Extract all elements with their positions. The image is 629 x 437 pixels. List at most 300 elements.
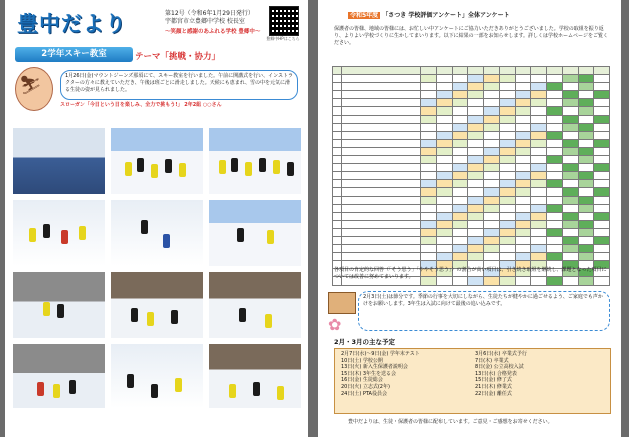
table-cell: [342, 156, 421, 164]
table-cell: [578, 67, 594, 75]
table-cell: [421, 196, 437, 204]
table-cell: [547, 67, 563, 75]
table-cell: [578, 107, 594, 115]
schedule-box: [334, 348, 611, 414]
table-cell: [468, 115, 484, 123]
table-cell: [468, 196, 484, 204]
table-cell: [484, 107, 500, 115]
photo-students-group: [111, 128, 203, 194]
table-cell: [452, 67, 468, 75]
table-cell: [499, 123, 515, 131]
table-cell: [333, 245, 342, 253]
table-cell: [468, 139, 484, 147]
table-row: [333, 115, 610, 123]
schedule-item: 13日(火) 新入生保護者説明会: [341, 364, 408, 371]
schedule-item: 10日(土) 学校公開: [341, 357, 383, 364]
table-cell: [468, 147, 484, 155]
table-cell: [436, 139, 452, 147]
table-cell: [452, 164, 468, 172]
table-row: [333, 245, 610, 253]
table-cell: [562, 156, 578, 164]
table-cell: [594, 204, 610, 212]
table-cell: [562, 107, 578, 115]
table-cell: [515, 164, 531, 172]
table-cell: [452, 253, 468, 261]
table-cell: [562, 188, 578, 196]
table-cell: [484, 115, 500, 123]
table-cell: [531, 196, 547, 204]
table-cell: [547, 204, 563, 212]
table-cell: [562, 147, 578, 155]
table-cell: [562, 172, 578, 180]
table-cell: [342, 228, 421, 236]
table-cell: [531, 147, 547, 155]
table-cell: [436, 91, 452, 99]
table-cell: [468, 75, 484, 83]
photo-lift-station: [13, 344, 105, 408]
table-row: [333, 196, 610, 204]
table-cell: [499, 196, 515, 204]
table-cell: [547, 164, 563, 172]
table-row: [333, 156, 610, 164]
table-cell: [484, 83, 500, 91]
table-cell: [547, 196, 563, 204]
table-cell: [484, 204, 500, 212]
table-cell: [594, 228, 610, 236]
table-cell: [342, 245, 421, 253]
table-cell: [547, 220, 563, 228]
table-cell: [562, 99, 578, 107]
table-cell: [594, 212, 610, 220]
table-cell: [333, 196, 342, 204]
table-cell: [515, 75, 531, 83]
table-row: [333, 75, 610, 83]
schedule-item: 20日(火) 立志式(2年): [341, 383, 390, 390]
table-cell: [562, 180, 578, 188]
table-cell: [421, 131, 437, 139]
table-cell: [452, 188, 468, 196]
schedule-left-column: [341, 351, 471, 397]
table-cell: [531, 188, 547, 196]
table-cell: [594, 91, 610, 99]
table-cell: [515, 91, 531, 99]
table-cell: [333, 91, 342, 99]
table-cell: [484, 196, 500, 204]
table-cell: [515, 172, 531, 180]
table-cell: [594, 253, 610, 261]
table-cell: [547, 245, 563, 253]
table-cell: [333, 75, 342, 83]
table-cell: [594, 147, 610, 155]
school-motto: 〜笑顔と感謝のあふれる学校 豊郷中〜: [165, 29, 261, 35]
table-cell: [484, 180, 500, 188]
table-cell: [515, 236, 531, 244]
table-cell: [421, 164, 437, 172]
table-cell: [499, 236, 515, 244]
table-cell: [342, 91, 421, 99]
photo-students-line: [209, 128, 301, 194]
table-row: [333, 131, 610, 139]
table-cell: [484, 228, 500, 236]
table-cell: [484, 188, 500, 196]
survey-paragraph: 保護者の皆様、地域の皆様には、お忙しい中アンケートにご協力いただきありがとうございました。学校の取組を振り返り、よりよい学校づくりに生かしてまいります。以下に結果の一部をお知らせします。詳しくは学校ホームページをご覧ください。: [334, 26, 608, 47]
table-cell: [436, 107, 452, 115]
table-cell: [578, 220, 594, 228]
schedule-item: 3月6日(水) 卒業式予行: [475, 351, 527, 357]
table-cell: [578, 147, 594, 155]
table-cell: [436, 212, 452, 220]
table-cell: [547, 91, 563, 99]
table-cell: [342, 188, 421, 196]
table-cell: [333, 83, 342, 91]
table-cell: [484, 164, 500, 172]
table-cell: [421, 123, 437, 131]
table-row: [333, 220, 610, 228]
table-cell: [547, 172, 563, 180]
table-cell: [421, 91, 437, 99]
table-cell: [594, 115, 610, 123]
table-cell: [594, 83, 610, 91]
table-cell: [342, 99, 421, 107]
table-cell: [547, 99, 563, 107]
survey-note: 各項目の肯定的な回答（「そう思う」「ややそう思う」）の割合が高い項目は、引き続き取組を継続し、課題となった項目については改善に努めてまいります。: [334, 267, 607, 281]
table-cell: [594, 139, 610, 147]
table-cell: [421, 228, 437, 236]
table-cell: [436, 220, 452, 228]
table-cell: [421, 172, 437, 180]
table-row: [333, 91, 610, 99]
table-cell: [436, 204, 452, 212]
table-cell: [499, 115, 515, 123]
table-cell: [562, 164, 578, 172]
table-cell: [531, 245, 547, 253]
table-cell: [468, 123, 484, 131]
table-cell: [333, 139, 342, 147]
table-cell: [578, 204, 594, 212]
table-cell: [578, 253, 594, 261]
table-cell: [452, 236, 468, 244]
table-cell: [515, 131, 531, 139]
table-cell: [499, 204, 515, 212]
table-cell: [436, 245, 452, 253]
table-cell: [515, 139, 531, 147]
table-row: [333, 253, 610, 261]
table-cell: [562, 67, 578, 75]
table-cell: [499, 180, 515, 188]
table-cell: [468, 99, 484, 107]
table-row: [333, 99, 610, 107]
photo-skiing-run: [111, 344, 203, 408]
table-cell: [594, 180, 610, 188]
table-cell: [452, 156, 468, 164]
table-cell: [499, 139, 515, 147]
table-cell: [531, 164, 547, 172]
table-cell: [342, 212, 421, 220]
table-cell: [421, 180, 437, 188]
table-row: [333, 83, 610, 91]
table-cell: [547, 228, 563, 236]
table-cell: [578, 164, 594, 172]
table-cell: [436, 236, 452, 244]
table-cell: [578, 115, 594, 123]
schedule-item: 8日(金) 公立高校入試: [475, 364, 524, 371]
survey-title-text: 「さつき 学校評価アンケート」全体アンケート: [382, 12, 510, 19]
table-cell: [499, 220, 515, 228]
table-cell: [499, 107, 515, 115]
table-cell: [578, 228, 594, 236]
table-cell: [452, 245, 468, 253]
table-cell: [562, 212, 578, 220]
table-cell: [436, 253, 452, 261]
table-cell: [421, 220, 437, 228]
table-cell: [499, 75, 515, 83]
table-cell: [515, 99, 531, 107]
seasonal-message: 2月3日(土)は節分です。季節の行事を大切にしながら、生徒たちが健やかに過ごせるよう、ご家庭でも声かけをお願いします。3年生は入試に向けて最後の追い込みです。: [358, 291, 610, 331]
table-cell: [547, 188, 563, 196]
table-cell: [594, 123, 610, 131]
table-cell: [421, 107, 437, 115]
table-cell: [468, 156, 484, 164]
table-cell: [452, 75, 468, 83]
table-cell: [578, 91, 594, 99]
photo-closing: [209, 344, 301, 408]
table-cell: [452, 212, 468, 220]
table-cell: [468, 131, 484, 139]
table-cell: [594, 188, 610, 196]
table-cell: [452, 91, 468, 99]
table-cell: [562, 253, 578, 261]
left-page: [5, 0, 308, 437]
table-cell: [531, 204, 547, 212]
table-cell: [594, 131, 610, 139]
photo-skiing-slope: [209, 272, 301, 338]
table-cell: [484, 220, 500, 228]
table-cell: [515, 188, 531, 196]
table-cell: [578, 156, 594, 164]
table-cell: [452, 220, 468, 228]
table-cell: [333, 107, 342, 115]
table-cell: [499, 228, 515, 236]
table-cell: [468, 172, 484, 180]
table-row: [333, 107, 610, 115]
table-header-row: [333, 67, 610, 75]
table-cell: [421, 67, 437, 75]
table-cell: [547, 156, 563, 164]
table-cell: [499, 147, 515, 155]
table-cell: [562, 139, 578, 147]
table-cell: [562, 228, 578, 236]
table-row: [333, 123, 610, 131]
table-cell: [499, 172, 515, 180]
intro-slogan: スローガン「今日という日を楽しみ、全力で挑もう!」 2年2組 ○○さん: [60, 102, 222, 108]
table-cell: [484, 245, 500, 253]
table-cell: [452, 196, 468, 204]
table-cell: [594, 99, 610, 107]
table-cell: [468, 83, 484, 91]
table-cell: [578, 83, 594, 91]
table-cell: [468, 204, 484, 212]
section-title: 2学年スキー教室: [15, 47, 133, 62]
table-cell: [342, 204, 421, 212]
table-cell: [531, 123, 547, 131]
photo-opening-ceremony: [13, 128, 105, 194]
table-cell: [499, 91, 515, 99]
table-cell: [562, 131, 578, 139]
table-cell: [468, 236, 484, 244]
schedule-item: 22日(金) 離任式: [475, 390, 512, 397]
table-cell: [531, 220, 547, 228]
table-cell: [484, 99, 500, 107]
schedule-item: 13日(水) 合格発表: [475, 370, 517, 377]
issue-line-2: 宇都宮市立豊郷中学校 校長室: [165, 18, 245, 25]
table-cell: [499, 188, 515, 196]
table-cell: [515, 204, 531, 212]
table-cell: [515, 180, 531, 188]
table-cell: [578, 212, 594, 220]
table-cell: [515, 83, 531, 91]
table-cell: [594, 245, 610, 253]
table-cell: [562, 83, 578, 91]
photo-lesson-1: [13, 200, 105, 266]
table-cell: [515, 107, 531, 115]
table-row: [333, 228, 610, 236]
table-row: [333, 188, 610, 196]
table-cell: [547, 180, 563, 188]
table-cell: [468, 220, 484, 228]
survey-title: [348, 10, 598, 19]
table-cell: [515, 220, 531, 228]
table-cell: [578, 123, 594, 131]
survey-title-prefix: 令和5年度: [350, 12, 379, 19]
table-cell: [342, 196, 421, 204]
table-cell: [342, 123, 421, 131]
table-cell: [531, 131, 547, 139]
table-cell: [594, 172, 610, 180]
table-cell: [578, 188, 594, 196]
table-cell: [452, 172, 468, 180]
flower-icon: ✿: [328, 315, 342, 334]
table-cell: [484, 139, 500, 147]
table-row: [333, 147, 610, 155]
table-cell: [562, 75, 578, 83]
table-cell: [515, 253, 531, 261]
table-cell: [333, 99, 342, 107]
table-cell: [436, 156, 452, 164]
photo-ski-lift: [13, 272, 105, 338]
table-cell: [452, 99, 468, 107]
table-cell: [342, 164, 421, 172]
table-cell: [562, 204, 578, 212]
table-cell: [436, 67, 452, 75]
table-cell: [342, 83, 421, 91]
table-row: [333, 180, 610, 188]
table-cell: [484, 147, 500, 155]
table-cell: [436, 115, 452, 123]
table-cell: [499, 212, 515, 220]
table-cell: [547, 236, 563, 244]
table-cell: [436, 172, 452, 180]
table-cell: [468, 180, 484, 188]
table-cell: [452, 107, 468, 115]
schedule-item: 7日(木) 卒業式: [475, 357, 509, 364]
page-footer: 豊中だよりは、生徒・保護者の皆様に配布しています。ご意見・ご感想をお寄せください。: [348, 419, 553, 425]
table-cell: [436, 188, 452, 196]
table-cell: [421, 75, 437, 83]
table-cell: [452, 83, 468, 91]
schedule-title: 2月・3月の主な予定: [334, 338, 396, 346]
table-cell: [484, 172, 500, 180]
table-cell: [342, 172, 421, 180]
table-cell: [484, 253, 500, 261]
table-cell: [499, 253, 515, 261]
table-cell: [578, 131, 594, 139]
table-cell: [499, 83, 515, 91]
table-cell: [333, 172, 342, 180]
table-cell: [578, 99, 594, 107]
table-cell: [436, 196, 452, 204]
table-cell: [578, 180, 594, 188]
section-theme: テーマ「挑戦・协力」: [135, 52, 221, 62]
issue-info: [165, 10, 254, 26]
table-cell: [484, 156, 500, 164]
table-cell: [562, 236, 578, 244]
table-cell: [342, 147, 421, 155]
table-cell: [452, 228, 468, 236]
table-cell: [547, 131, 563, 139]
table-cell: [468, 212, 484, 220]
table-cell: [594, 220, 610, 228]
table-cell: [562, 115, 578, 123]
table-cell: [421, 188, 437, 196]
table-cell: [468, 164, 484, 172]
schedule-item: 24日(土) PTA役員会: [341, 390, 387, 397]
photo-lesson-3: [209, 200, 301, 266]
table-cell: [531, 99, 547, 107]
table-cell: [515, 147, 531, 155]
table-cell: [342, 236, 421, 244]
table-cell: [547, 212, 563, 220]
table-cell: [342, 180, 421, 188]
table-cell: [452, 123, 468, 131]
table-cell: [594, 75, 610, 83]
table-cell: [515, 228, 531, 236]
table-cell: [594, 196, 610, 204]
table-cell: [342, 139, 421, 147]
table-cell: [333, 164, 342, 172]
table-cell: [499, 245, 515, 253]
table-cell: [531, 156, 547, 164]
table-cell: [436, 228, 452, 236]
table-row: [333, 164, 610, 172]
table-cell: [499, 156, 515, 164]
table-cell: [578, 236, 594, 244]
table-cell: [421, 115, 437, 123]
table-cell: [594, 67, 610, 75]
table-cell: [484, 67, 500, 75]
table-cell: [547, 75, 563, 83]
table-cell: [531, 253, 547, 261]
table-cell: [578, 172, 594, 180]
table-cell: [515, 212, 531, 220]
table-cell: [562, 123, 578, 131]
table-cell: [547, 107, 563, 115]
table-cell: [468, 228, 484, 236]
table-cell: [531, 107, 547, 115]
table-cell: [421, 245, 437, 253]
table-cell: [515, 123, 531, 131]
table-cell: [333, 67, 342, 75]
table-cell: [594, 236, 610, 244]
